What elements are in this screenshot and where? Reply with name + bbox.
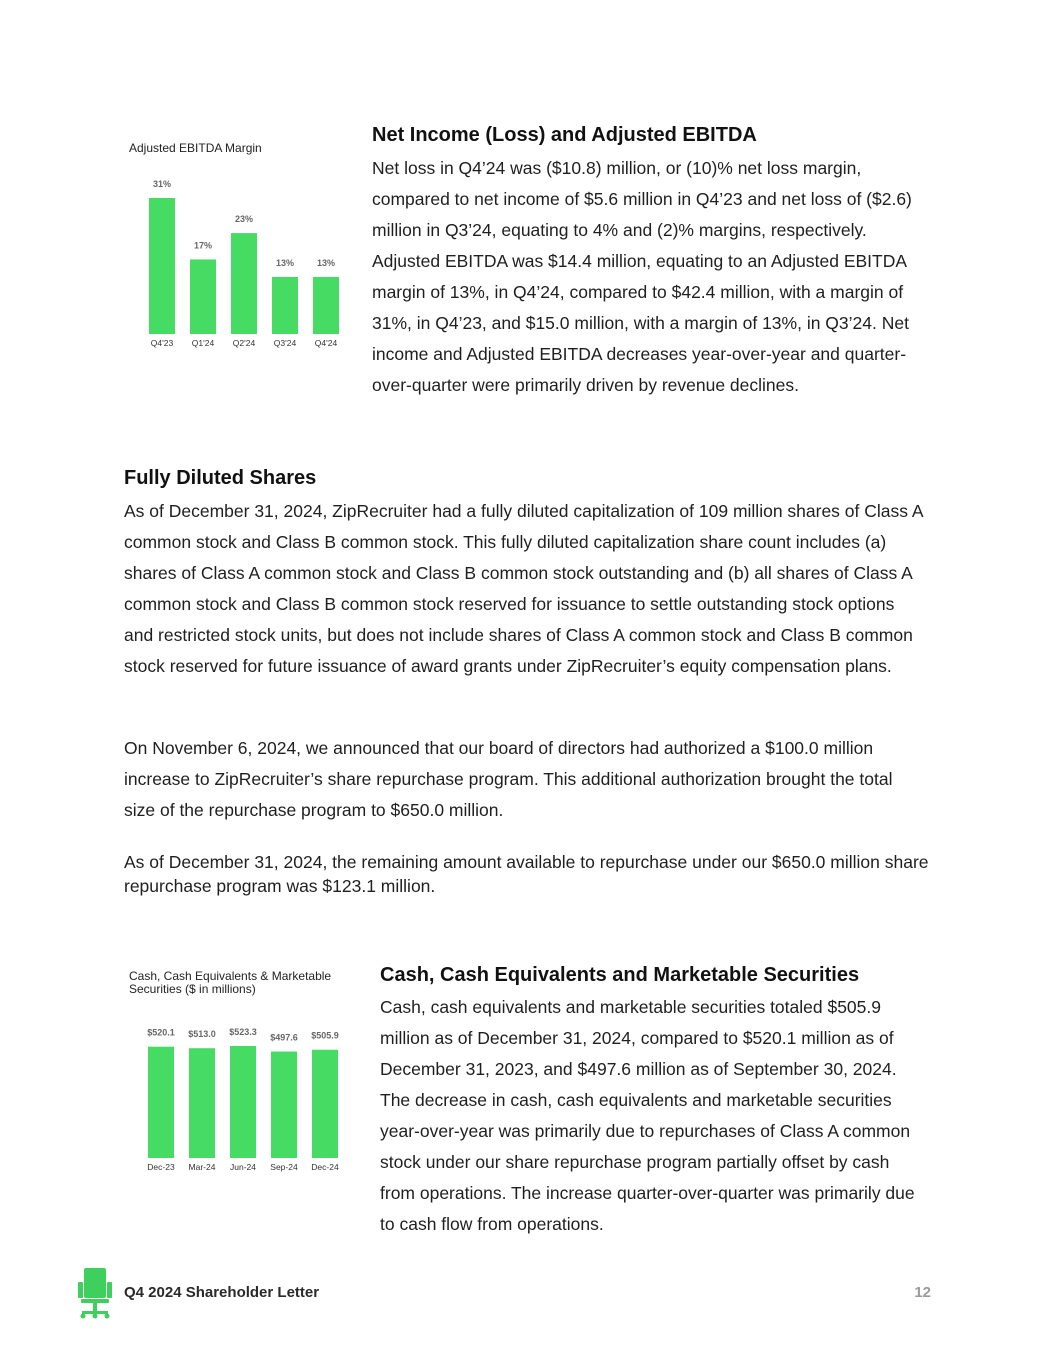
footer-title: Q4 2024 Shareholder Letter	[124, 1284, 320, 1301]
shares-heading: Fully Diluted Shares	[124, 467, 317, 489]
value-label: $513.0	[188, 1029, 216, 1040]
category-label: Q2'24	[232, 338, 256, 348]
bar-Jun-24	[230, 1046, 256, 1158]
category-label: Q3'24	[273, 338, 297, 348]
bar-Q4'24	[313, 277, 339, 334]
value-label: 13%	[275, 257, 295, 268]
bar-Dec-23	[148, 1047, 174, 1158]
value-label: 31%	[152, 179, 172, 189]
ebitda-chart	[129, 140, 349, 350]
value-label: $523.3	[229, 1027, 257, 1037]
value-label: $497.6	[270, 1032, 298, 1043]
category-label: Q4'24	[314, 338, 338, 348]
category-label: Dec-24	[311, 1162, 339, 1172]
category-label: Mar-24	[188, 1162, 216, 1172]
ebitda-heading: Net Income (Loss) and Adjusted EBITDA	[372, 124, 757, 146]
ebitda-chart-title: Adjusted EBITDA Margin	[129, 141, 262, 155]
category-label: Dec-23	[147, 1162, 175, 1172]
cash-paragraph: Cash, cash equivalents and marketable securities totaled $505.9 million as of December 31, 2024, compared to $520.1 million as of December 31, 2023, and $497.6 million as of September 30, 2024. The decrease in cash, cash equivalents and marketable securities year-over-year was primarily due to repurchases of Class A common stock under our share repurchase program partially offset by cash from operations. The increase quarter-over-quarter was primarily due to cash flow from operations.	[380, 997, 915, 1234]
bar-Q3'24	[272, 277, 298, 334]
shares-paragraph-2: On November 6, 2024, we announced that our board of directors had authorized a $100.0 million increase to ZipRecruiter’s share repurchase program. This additional authorization brought the total size of the repurchase program to $650.0 million.	[124, 738, 893, 820]
bar-Sep-24	[271, 1052, 297, 1158]
bar-Mar-24	[189, 1048, 215, 1158]
page-number: 12	[914, 1284, 931, 1301]
cash-heading: Cash, Cash Equivalents and Marketable Securities	[380, 964, 860, 986]
category-label: Sep-24	[270, 1162, 298, 1172]
value-label: 17%	[193, 240, 213, 251]
bar-Q4'23	[149, 198, 175, 334]
value-label: $505.9	[311, 1030, 339, 1041]
category-label: Q4'23	[150, 338, 174, 348]
category-label: Jun-24	[230, 1162, 256, 1172]
ebitda-paragraph: Net loss in Q4’24 was ($10.8) million, or (10)% net loss margin, compared to net income of $5.6 million in Q4’23 and net loss of ($2.6) million in Q3’24, equating to 4% and (2)% margins, respectively. Adjusted EBITDA was $14.4 million, equating to an Adjusted EBITDA margin of 13%, in Q4’24, compared to $42.4 million, with a margin of 31%, in Q4’23, and $15.0 million, with a margin of 13%, in Q3’24. Net income and Adjusted EBITDA decreases year-over-year and quarter-over-quarter were primarily driven by revenue declines.	[372, 158, 912, 395]
ebitda-chart-plot	[129, 140, 349, 350]
bar-Dec-24	[312, 1050, 338, 1158]
value-label: $520.1	[147, 1027, 175, 1038]
value-label: 13%	[316, 257, 336, 268]
shares-paragraph-3: As of December 31, 2024, the remaining amount available to repurchase under our $650.0 million share repurchase program was $123.1 million.	[124, 852, 929, 896]
chair-icon	[78, 1268, 112, 1325]
shares-paragraph-1: As of December 31, 2024, ZipRecruiter had a fully diluted capitalization of 109 million shares of Class A common stock and Class B common stock. This fully diluted capitalization share count includes (a) shares of Class A common stock and Class B common stock outstanding and (b) all shares of Class A common stock and Class B common stock reserved for issuance to settle outstanding stock options and restricted stock units, but does not include shares of Class A common stock and Class B common stock reserved for future issuance of award grants under ZipRecruiter’s equity compensation plans.	[124, 501, 923, 676]
cash-chart-plot	[129, 968, 354, 1178]
value-label: 23%	[234, 214, 254, 225]
bar-Q1'24	[190, 259, 216, 334]
bar-Q2'24	[231, 233, 257, 334]
cash-chart-title: Cash, Cash Equivalents & Marketable Securities ($ in millions)	[129, 969, 332, 996]
category-label: Q1'24	[191, 338, 215, 348]
cash-chart	[129, 968, 354, 1178]
